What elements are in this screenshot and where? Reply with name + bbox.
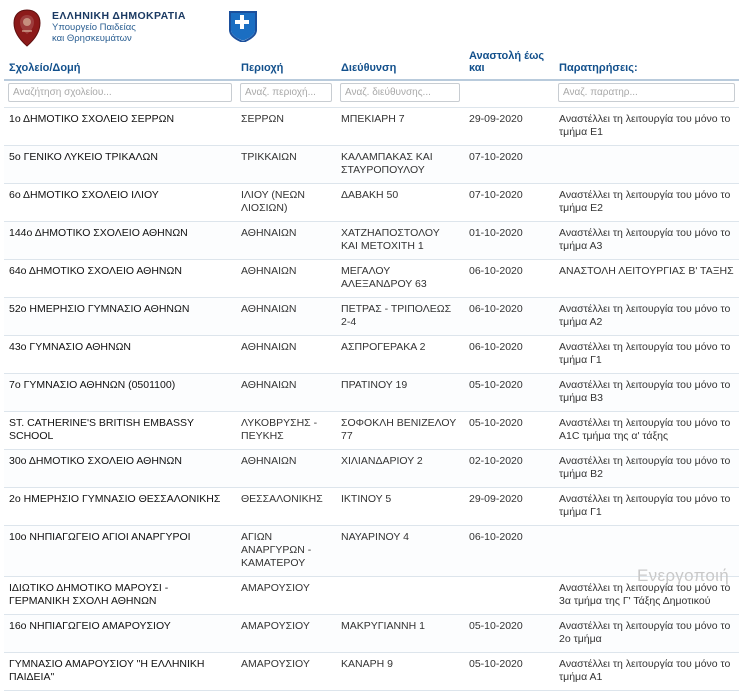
cell-notes: Αναστέλλει τη λειτουργία του μόνο το τμήμα Γ1 xyxy=(554,488,739,526)
cell-suspension-until xyxy=(464,577,554,615)
filter-cell-date xyxy=(464,80,554,108)
table-row[interactable] xyxy=(4,615,739,653)
table-header xyxy=(4,46,739,108)
cell-school: ST. CATHERINE'S BRITISH EMBASSY SCHOOL xyxy=(4,412,236,450)
cell-suspension-until: 29-09-2020 xyxy=(464,108,554,146)
cell-suspension-until: 06-10-2020 xyxy=(464,260,554,298)
cell-notes: Αναστέλλει τη λειτουργία του μόνο το τμήμα Ε1 xyxy=(554,108,739,146)
table-row[interactable] xyxy=(4,374,739,412)
table-filter-row xyxy=(4,80,739,108)
cell-region: ΑΘΗΝΑΙΩΝ xyxy=(236,374,336,412)
cell-school: 1ο ΔΗΜΟΤΙΚΟ ΣΧΟΛΕΙΟ ΣΕΡΡΩΝ xyxy=(4,108,236,146)
cell-suspension-until: 07-10-2020 xyxy=(464,184,554,222)
cell-suspension-until: 06-10-2020 xyxy=(464,298,554,336)
greek-republic-crest-icon xyxy=(10,8,44,48)
cell-region: ΑΘΗΝΑΙΩΝ xyxy=(236,222,336,260)
search-address-input[interactable] xyxy=(340,83,460,102)
table-row[interactable] xyxy=(4,577,739,615)
cell-suspension-until: 05-10-2020 xyxy=(464,615,554,653)
cell-school: 16ο ΝΗΠΙΑΓΩΓΕΙΟ ΑΜΑΡΟΥΣΙΟΥ xyxy=(4,615,236,653)
cell-notes: Αναστέλλει τη λειτουργία του μόνο το τμήμα Α1 xyxy=(554,653,739,691)
cell-address: ΧΑΤΖΗΑΠΟΣΤΟΛΟΥ ΚΑΙ ΜΕΤΟΧΙΤΗ 1 xyxy=(336,222,464,260)
filter-cell-address xyxy=(336,80,464,108)
table-row[interactable] xyxy=(4,184,739,222)
cell-notes: Αναστέλλει τη λειτουργία του μόνο το τμήμα Ε2 xyxy=(554,184,739,222)
cell-school: 6ο ΔΗΜΟΤΙΚΟ ΣΧΟΛΕΙΟ ΙΛΙΟΥ xyxy=(4,184,236,222)
cell-region: ΙΛΙΟΥ (ΝΕΩΝ ΛΙΟΣΙΩΝ) xyxy=(236,184,336,222)
cell-suspension-until: 29-09-2020 xyxy=(464,488,554,526)
column-header-address[interactable]: Διεύθυνση xyxy=(336,46,464,80)
table-row[interactable] xyxy=(4,146,739,184)
schools-table xyxy=(4,46,739,691)
cell-notes: ΑΝΑΣΤΟΛΗ ΛΕΙΤΟΥΡΓΙΑΣ Β' ΤΑΞΗΣ xyxy=(554,260,739,298)
table-row[interactable] xyxy=(4,298,739,336)
cell-suspension-until: 05-10-2020 xyxy=(464,653,554,691)
cell-suspension-until: 07-10-2020 xyxy=(464,146,554,184)
cell-school: ΙΔΙΩΤΙΚΟ ΔΗΜΟΤΙΚΟ ΜΑΡΟΥΣΙ - ΓΕΡΜΑΝΙΚΗ ΣΧΟΛΗ ΑΘΗΝΩΝ xyxy=(4,577,236,615)
cell-suspension-until: 02-10-2020 xyxy=(464,450,554,488)
cell-school: ΓΥΜΝΑΣΙΟ ΑΜΑΡΟΥΣΙΟΥ "Η ΕΛΛΗΝΙΚΗ ΠΑΙΔΕΙΑ" xyxy=(4,653,236,691)
cell-notes: Αναστέλλει τη λειτουργία του μόνο το τμήμα Β3 xyxy=(554,374,739,412)
cell-address: ΜΠΕΚΙΑΡΗ 7 xyxy=(336,108,464,146)
cell-suspension-until: 05-10-2020 xyxy=(464,374,554,412)
cell-suspension-until: 05-10-2020 xyxy=(464,412,554,450)
cell-address: ΙΚΤΙΝΟΥ 5 xyxy=(336,488,464,526)
cell-address: ΚΑΝΑΡΗ 9 xyxy=(336,653,464,691)
cell-school: 5ο ΓΕΝΙΚΟ ΛΥΚΕΙΟ ΤΡΙΚΑΛΩΝ xyxy=(4,146,236,184)
cell-region: ΑΘΗΝΑΙΩΝ xyxy=(236,336,336,374)
table-row[interactable] xyxy=(4,450,739,488)
search-region-input[interactable] xyxy=(240,83,332,102)
column-header-notes[interactable]: Παρατηρήσεις: xyxy=(554,46,739,80)
cell-address: ΑΣΠΡΟΓΕΡΑΚΑ 2 xyxy=(336,336,464,374)
cell-school: 64ο ΔΗΜΟΤΙΚΟ ΣΧΟΛΕΙΟ ΑΘΗΝΩΝ xyxy=(4,260,236,298)
cell-notes: Αναστέλλει τη λειτουργία του μόνο το τμήμα Β2 xyxy=(554,450,739,488)
cell-notes: Αναστέλλει τη λειτουργία του μόνο το τμήμα Α2 xyxy=(554,298,739,336)
table-header-row xyxy=(4,46,739,80)
search-notes-input[interactable] xyxy=(558,83,735,102)
cell-suspension-until: 06-10-2020 xyxy=(464,526,554,577)
activation-watermark: Ενεργοποιή xyxy=(637,566,729,585)
cell-region: ΘΕΣΣΑΛΟΝΙΚΗΣ xyxy=(236,488,336,526)
cell-school: 144ο ΔΗΜΟΤΙΚΟ ΣΧΟΛΕΙΟ ΑΘΗΝΩΝ xyxy=(4,222,236,260)
org-line-3: και Θρησκευμάτων xyxy=(52,33,132,44)
cell-region: ΑΜΑΡΟΥΣΙΟΥ xyxy=(236,653,336,691)
cell-address: ΠΕΤΡΑΣ - ΤΡΙΠΟΛΕΩΣ 2-4 xyxy=(336,298,464,336)
cell-school: 10ο ΝΗΠΙΑΓΩΓΕΙΟ ΑΓΙΟΙ ΑΝΑΡΓΥΡΟΙ xyxy=(4,526,236,577)
cell-region: ΣΕΡΡΩΝ xyxy=(236,108,336,146)
organization-title xyxy=(52,8,186,44)
table-row[interactable] xyxy=(4,653,739,691)
greek-flag-shield-icon xyxy=(228,10,258,42)
search-school-input[interactable] xyxy=(8,83,232,102)
filter-cell-notes xyxy=(554,80,739,108)
cell-region: ΛΥΚΟΒΡΥΣΗΣ - ΠΕΥΚΗΣ xyxy=(236,412,336,450)
table-row[interactable] xyxy=(4,488,739,526)
table-body xyxy=(4,108,739,691)
cell-region: ΑΜΑΡΟΥΣΙΟΥ xyxy=(236,615,336,653)
column-header-region[interactable]: Περιοχή xyxy=(236,46,336,80)
cell-address: ΝΑΥΑΡΙΝΟΥ 4 xyxy=(336,526,464,577)
column-header-suspension-until[interactable]: Αναστολή έως και xyxy=(464,46,554,80)
filter-cell-region xyxy=(236,80,336,108)
filter-cell-school xyxy=(4,80,236,108)
table-row[interactable] xyxy=(4,526,739,577)
cell-address: ΧΙΛΙΑΝΔΑΡΙΟΥ 2 xyxy=(336,450,464,488)
cell-region: ΑΓΙΩΝ ΑΝΑΡΓΥΡΩΝ - ΚΑΜΑΤΕΡΟΥ xyxy=(236,526,336,577)
cell-address: ΜΕΓΑΛΟΥ ΑΛΕΞΑΝΔΡΟΥ 63 xyxy=(336,260,464,298)
cell-suspension-until: 01-10-2020 xyxy=(464,222,554,260)
table-row[interactable] xyxy=(4,412,739,450)
cell-school: 2ο ΗΜΕΡΗΣΙΟ ΓΥΜΝΑΣΙΟ ΘΕΣΣΑΛΟΝΙΚΗΣ xyxy=(4,488,236,526)
cell-region: ΤΡΙΚΚΑΙΩΝ xyxy=(236,146,336,184)
cell-notes: Αναστέλλει τη λειτουργία του μόνο το Α1C τμήμα της α' τάξης xyxy=(554,412,739,450)
cell-notes: Αναστέλλει τη λειτουργία του μόνο το τμήμα Γ1 xyxy=(554,336,739,374)
cell-region: ΑΘΗΝΑΙΩΝ xyxy=(236,450,336,488)
org-line-1: ΕΛΛΗΝΙΚΗ ΔΗΜΟΚΡΑΤΙΑ xyxy=(52,10,186,22)
cell-address: ΜΑΚΡΥΓΙΑΝΝΗ 1 xyxy=(336,615,464,653)
cell-school: 7ο ΓΥΜΝΑΣΙΟ ΑΘΗΝΩΝ (0501100) xyxy=(4,374,236,412)
cell-school: 43ο ΓΥΜΝΑΣΙΟ ΑΘΗΝΩΝ xyxy=(4,336,236,374)
cell-address: ΚΑΛΑΜΠΑΚΑΣ ΚΑΙ ΣΤΑΥΡΟΠΟΥΛΟΥ xyxy=(336,146,464,184)
table-row[interactable] xyxy=(4,260,739,298)
schools-table-container xyxy=(0,46,743,691)
page-header xyxy=(0,0,743,46)
cell-school: 30ο ΔΗΜΟΤΙΚΟ ΣΧΟΛΕΙΟ ΑΘΗΝΩΝ xyxy=(4,450,236,488)
cell-notes: Αναστέλλει τη λειτουργία του μόνο το 3α τμήμα της Γ' Τάξης Δημοτικού xyxy=(554,577,739,615)
cell-address: ΔΑΒΑΚΗ 50 xyxy=(336,184,464,222)
cell-notes xyxy=(554,146,739,184)
org-line-2: Υπουργείο Παιδείας xyxy=(52,22,136,33)
cell-address: ΣΟΦΟΚΛΗ ΒΕΝΙΖΕΛΟΥ 77 xyxy=(336,412,464,450)
cell-region: ΑΘΗΝΑΙΩΝ xyxy=(236,298,336,336)
cell-notes: Αναστέλλει τη λειτουργία του μόνο το τμήμα Α3 xyxy=(554,222,739,260)
cell-address: ΠΡΑΤΙΝΟΥ 19 xyxy=(336,374,464,412)
cell-notes xyxy=(554,526,739,577)
cell-region: ΑΜΑΡΟΥΣΙΟΥ xyxy=(236,577,336,615)
table-row[interactable] xyxy=(4,222,739,260)
table-row[interactable] xyxy=(4,108,739,146)
cell-school: 52ο ΗΜΕΡΗΣΙΟ ΓΥΜΝΑΣΙΟ ΑΘΗΝΩΝ xyxy=(4,298,236,336)
cell-suspension-until: 06-10-2020 xyxy=(464,336,554,374)
column-header-school[interactable]: Σχολείο/Δομή xyxy=(4,46,236,80)
cell-region: ΑΘΗΝΑΙΩΝ xyxy=(236,260,336,298)
table-row[interactable] xyxy=(4,336,739,374)
cell-address xyxy=(336,577,464,615)
cell-notes: Αναστέλλει τη λειτουργία του μόνο το 2ο τμήμα xyxy=(554,615,739,653)
